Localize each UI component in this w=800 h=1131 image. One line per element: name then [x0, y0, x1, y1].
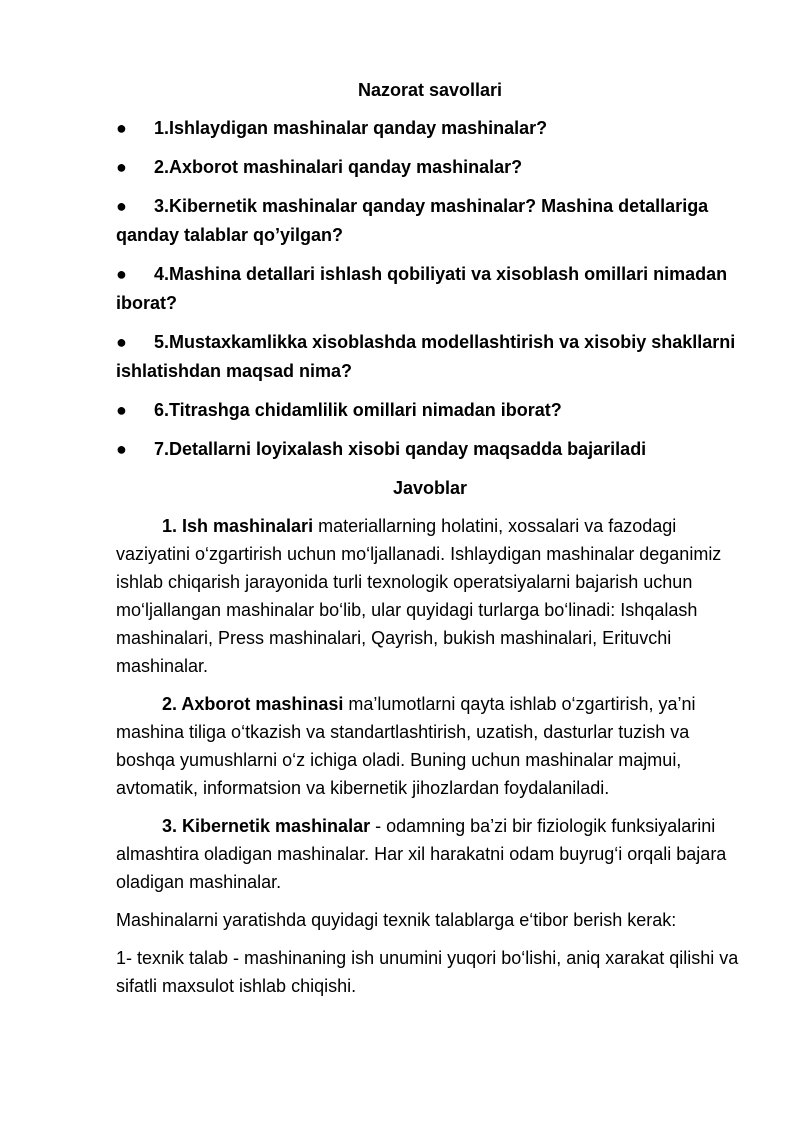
question-item	[116, 114, 744, 143]
bullet-icon: ●	[116, 400, 127, 420]
answer-term: 1. Ish mashinalari	[162, 516, 314, 536]
question-item	[116, 153, 744, 182]
answer-paragraph	[116, 512, 744, 680]
question-item	[116, 328, 744, 386]
question-text: 2.Axborot mashinalari qanday mashinalar?	[154, 157, 523, 177]
question-item	[116, 192, 744, 250]
answer-paragraph	[116, 812, 744, 896]
bullet-icon: ●	[116, 264, 127, 284]
answer-text: - odamning ba’zi bir fiziologik funksiyalarini almashtira oladigan mashinalar. Har xil harakatni odam buyrug‘i orqali bajara oladigan mashinalar.	[116, 816, 727, 892]
bullet-icon: ●	[116, 332, 127, 352]
questions-heading: Nazorat savollari	[357, 80, 503, 100]
answer-term: 2. Axborot mashinasi	[162, 694, 344, 714]
question-item	[116, 260, 744, 318]
requirements-intro: Mashinalarni yaratishda quyidagi texnik talablarga e‘tibor berish kerak:	[116, 910, 677, 930]
question-text: 1.Ishlaydigan mashinalar qanday mashinalar?	[154, 118, 548, 138]
answer-paragraph	[116, 690, 744, 802]
answer-text: ma’lumotlarni qayta ishlab o‘zgartirish, ya’ni mashina tiliga o‘tkazish va standartlashtirish, uzatish, dasturlar tuzish va boshqa yumushlarni o‘z ichiga oladi. Buning uchun mashinalar majmui, avtomatik, informatsion va kibernetik jihozlardan foydalaniladi.	[116, 694, 696, 798]
question-item	[116, 396, 744, 425]
answer-text: materiallarning holatini, xossalari va fazodagi vaziyatini o‘zgartirish uchun mo‘ljallanadi. Ishlaydigan mashinalar deganimiz ishlab chiqarish jarayonida turli texnologik operatsiyalarni bajarish uchun mo‘ljallangan mashinalar bo‘lib, ular quyidagi turlarga bo‘linadi: Ishqalash mashinalari, Press mashinalari, Qayrish, bukish mashinalari, Erituvchi mashinalar.	[116, 516, 722, 676]
question-text: 5.Mustaxkamlikka xisoblashda modellashtirish va xisobiy shakllarni ishlatishdan maqsad nima?	[116, 332, 736, 381]
answer-term: 3. Kibernetik mashinalar	[162, 816, 371, 836]
question-text: 7.Detallarni loyixalash xisobi qanday maqsadda bajariladi	[154, 439, 647, 459]
bullet-icon: ●	[116, 439, 127, 459]
document-page	[116, 76, 744, 1010]
requirement-item: 1- texnik talab - mashinaning ish unumini yuqori bo‘lishi, aniq xarakat qilishi va sifatli maxsulot ishlab chiqishi.	[116, 948, 739, 996]
bullet-icon: ●	[116, 196, 127, 216]
question-text: 6.Titrashga chidamlilik omillari nimadan iborat?	[154, 400, 562, 420]
answers-heading: Javoblar	[392, 478, 468, 498]
bullet-icon: ●	[116, 157, 127, 177]
bullet-icon: ●	[116, 118, 127, 138]
question-item	[116, 435, 744, 464]
question-text: 4.Mashina detallari ishlash qobiliyati va xisoblash omillari nimadan iborat?	[116, 264, 728, 313]
question-text: 3.Kibernetik mashinalar qanday mashinalar? Mashina detallariga qanday talablar qo’yilgan?	[116, 196, 709, 245]
